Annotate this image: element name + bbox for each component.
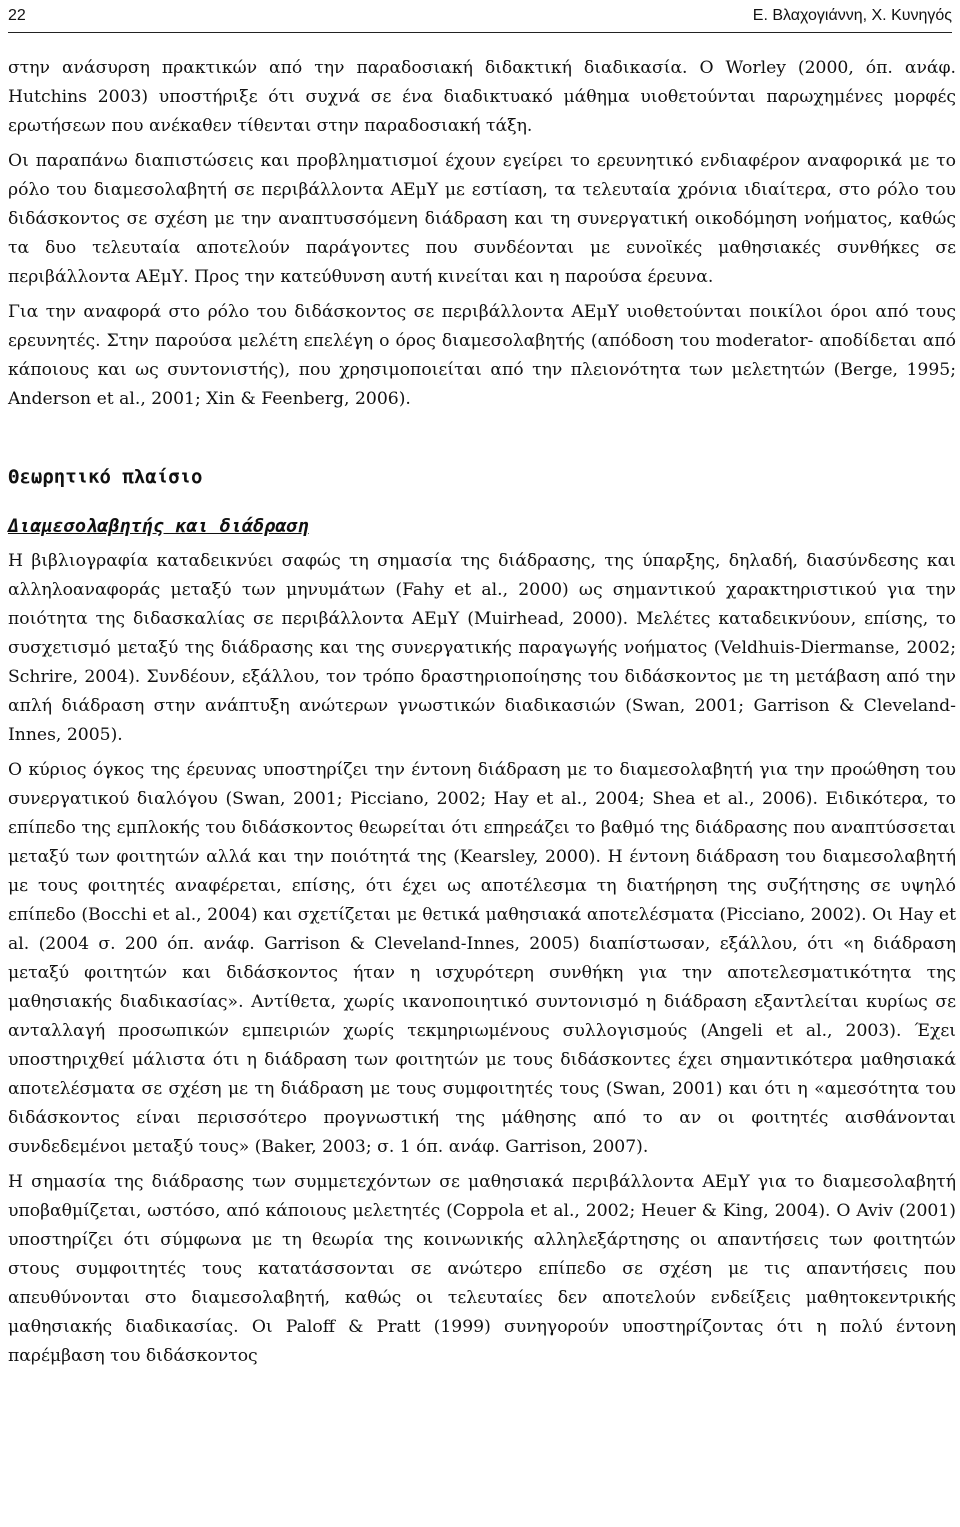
paragraph-body-3: Η σημασία της διάδρασης των συμμετεχόντων σε μαθησιακά περιβάλλοντα ΑΕμΥ για το διαμεσολαβητή υποβαθμίζεται, ωστόσο, από κάποιους μελετητές (Coppola et al., 2002; Heuer & King, 2004). Ο Aviv (2001) υποστηρίζει ότι σύμφωνα με τη θεωρία της κοινωνικής αλληλεξάρτησης οι απαντήσεις των φοιτητών στους συμφοιτητές τους κατατάσσονται σε ανώτερο επίπεδο σε σχέση με τις απαντήσεις που απευθύνονται στο διαμεσολαβητή, καθώς οι τελευταίες δεν αποτελούν ενδείξεις μαθητοκεντρικής μαθησιακής διαδικασίας. Οι Paloff & Pratt (1999) συνηγορούν υποστηρίζοντας ότι η πολύ έντονη παρέμβαση του διδάσκοντος [8, 1172, 956, 1366]
running-header [8, 0, 952, 32]
paragraph-intro-1: στην ανάσυρση πρακτικών από την παραδοσιακή διδακτική διαδικασία. Ο Worley (2000, όπ. ανάφ. Hutchins 2003) υποστήριξε ότι συχνά σε ένα διαδικτυακό μάθημα υιοθετούνται παρωχημένες μορφές ερωτήσεων που ανέκαθεν τίθενται στην παραδοσιακή τάξη. [8, 58, 956, 136]
page-number: 22 [8, 7, 26, 24]
header-divider [8, 32, 952, 33]
paragraph-body-1: Η βιβλιογραφία καταδεικνύει σαφώς τη σημασία της διάδρασης, της ύπαρξης, δηλαδή, διασύνδεσης και αλληλοαναφοράς μεταξύ των μηνυμάτων (Fahy et al., 2000) ως σημαντικού χαρακτηριστικού για την ποιότητα της διδασκαλίας σε περιβάλλοντα ΑΕμΥ (Muirhead, 2000). Μελέτες καταδεικνύουν, επίσης, το συσχετισμό μεταξύ της διάδρασης και της συνεργατικής παραγωγής νοήματος (Veldhuis-Diermanse, 2002; Schrire, 2004). Συνδέουν, εξάλλου, τον τρόπο δραστηριοποίησης του διδάσκοντος με τη μετάβαση από την απλή διάδραση στην ανάπτυξη ανώτερων γνωστικών διαδικασιών (Swan, 2001; Garrison & Cleveland-Innes, 2005). [8, 551, 956, 745]
section-title: Θεωρητικό πλαίσιο [8, 466, 203, 488]
subsection-title: Διαμεσολαβητής και διάδραση [8, 516, 309, 537]
paragraph-intro-3: Για την αναφορά στο ρόλο του διδάσκοντος σε περιβάλλοντα ΑΕμΥ υιοθετούνται ποικίλοι όροι από τους ερευνητές. Στην παρούσα μελέτη επελέγη ο όρος διαμεσολαβητής (απόδοση του moderator- αποδίδεται από κάποιους και ως συντονιστής), που χρησιμοποιείται από την πλειονότητα των μελετητών (Berge, 1995; Anderson et al., 2001; Xin & Feenberg, 2006). [8, 302, 956, 409]
paragraph-body-2: Ο κύριος όγκος της έρευνας υποστηρίζει την έντονη διάδραση με το διαμεσολαβητή για την προώθηση του συνεργατικού διαλόγου (Swan, 2001; Picciano, 2002; Hay et al., 2004; Shea et al., 2006). Ειδικότερα, το επίπεδο της εμπλοκής του διδάσκοντος θεωρείται ότι επηρεάζει το βαθμό της διάδρασης που αναπτύσσεται μεταξύ των φοιτητών αλλά και την ποιότητά της (Kearsley, 2000). Η έντονη διάδραση του διαμεσολαβητή με τους φοιτητές αναφέρεται, επίσης, ότι έχει ως αποτέλεσμα τη διατήρηση της συζήτησης σε υψηλό επίπεδο (Bocchi et al., 2004) και σχετίζεται με θετικά μαθησιακά αποτελέσματα (Picciano, 2002). Οι Hay et al. (2004 σ. 200 όπ. ανάφ. Garrison & Cleveland-Innes, 2005) διαπίστωσαν, εξάλλου, ότι «η διάδραση μεταξύ φοιτητών και διδάσκοντος ήταν η ισχυρότερη συνθήκη για την αποτελεσματικότητα της μαθησιακής διαδικασίας». Αντίθετα, χωρίς ικανοποιητικό συντονισμό η διάδραση εξαντλείται κυρίως σε ανταλλαγή προσωπικών εμπειριών χωρίς τεκμηριωμένους συλλογισμούς (Angeli et al., 2003). Έχει υποστηριχθεί μάλιστα ότι η διάδραση των φοιτητών με τους διδάσκοντες έχει σημαντικότερα μαθησιακά αποτελέσματα σε σχέση με τη διάδραση με τους συμφοιτητές τους (Swan, 2001) και ότι η «αμεσότητα του διδάσκοντος είναι περισσότερο προγνωστική της μάθησης από το αν οι φοιτητές αισθάνονται συνδεδεμένοι μεταξύ τους» (Baker, 2003; σ. 1 όπ. ανάφ. Garrison, 2007). [8, 760, 956, 1157]
paragraph-intro-2: Οι παραπάνω διαπιστώσεις και προβληματισμοί έχουν εγείρει το ερευνητικό ενδιαφέρον αναφορικά με το ρόλο του διαμεσολαβητή σε περιβάλλοντα ΑΕμΥ με εστίαση, τα τελευταία χρόνια ιδιαίτερα, στο ρόλο του διδάσκοντος σε σχέση με την αναπτυσσόμενη διάδραση και τη συνεργατική οικοδόμηση νοήματος, καθώς τα δυο τελευταία αποτελούν παράγοντες που συνδέονται με ευνοϊκές μαθησιακές συνθήκες σε περιβάλλοντα ΑΕμΥ. Προς την κατεύθυνση αυτή κινείται και η παρούσα έρευνα. [8, 151, 956, 287]
page-body [8, 54, 956, 1371]
running-header-authors: Ε. Βλαχογιάννη, Χ. Κυνηγός [752, 7, 952, 24]
